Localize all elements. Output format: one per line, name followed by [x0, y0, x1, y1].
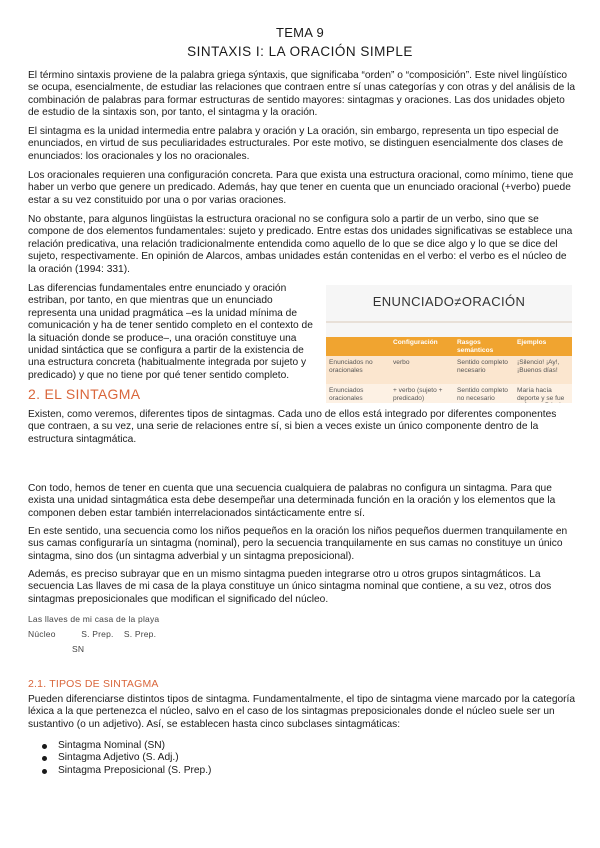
figure-divider	[326, 321, 572, 323]
example-sn-label: SN	[72, 644, 85, 654]
table-row	[326, 356, 572, 384]
table-cell: verbo	[390, 356, 454, 384]
sintagma-types-list	[40, 740, 211, 777]
list-item: Sintagma Adjetivo (S. Adj.)	[40, 752, 211, 764]
intro-paragraph-1: El término sintaxis proviene de la palabra griega sýntaxis, que significaba “orden” o “composición”. Este nivel lingüístico se ocupa, esencialmente, de estudiar las relaciones que contraen entre sí unas categorías y con otras y del análisis de la combinación de palabras para formar estructuras de sentido mayores: sintagmas y oraciones. Las dos unidades objeto de estudio de la sintaxis son, por tanto, el sintagma y la oración.	[28, 70, 576, 119]
intro-paragraph-3: Los oracionales requieren una configuración concreta. Para que exista una estructura oracional, como mínimo, tiene que haber un verbo que genere un predicado. Además, hay que tener en cuenta que un enunciado oracional (+verbo) puede estar a su vez constituido por una o por varias oraciones.	[28, 170, 574, 206]
table-cell: Sentido completo no necesario	[454, 384, 514, 403]
section-heading-tipos: 2.1. TIPOS DE SINTAGMA	[28, 678, 159, 690]
tema-label: TEMA 9	[275, 25, 325, 40]
example-labels: Núcleo S. Prep. S. Prep.	[28, 629, 157, 639]
table-row	[326, 384, 572, 403]
intro-paragraph-5: Las diferencias fundamentales entre enunciado y oración estriban, por tanto, en que mientras que un enunciado representa una unidad pragmática –es la unidad mínima de comunicación y ha de tener sentido completo en el contexto de la situación donde se produce–, una oración constituye una unidad sintáctica que se configura a partir de la existencia de una estructura concreta (habitualmente integrada por sujeto y predicado) y que no tiene por qué tener sentido completo.	[28, 283, 313, 381]
table-header-cell: Ejemplos	[514, 337, 572, 356]
list-item: Sintagma Preposicional (S. Prep.)	[40, 765, 211, 777]
intro-paragraph-2: El sintagma es la unidad intermedia entre palabra y oración y La oración, sin embargo, representa un tipo especial de enunciados, en virtud de sus peculiaridades estructurales. Por este motivo, se distinguen esencialmente dos clases de enunciados: los oracionales y los no oracionales.	[28, 126, 564, 162]
table-cell: Enunciados no oracionales	[326, 356, 390, 384]
list-item: Sintagma Nominal (SN)	[40, 740, 211, 752]
table-cell: ¡Silencio! ¡Ay!, ¡Buenos días!	[514, 356, 572, 384]
sintagma-paragraph-2: Con todo, hemos de tener en cuenta que una secuencia cualquiera de palabras no configura un sintagma. Para que exista una unidad sintagmática esta debe desempeñar una determinada función en la oración y los elementos que la componen deben estar también interrelacionados sintácticamente entre sí.	[28, 483, 556, 519]
table-cell: Enunciados oracionales	[326, 384, 390, 403]
table-header-cell	[326, 337, 390, 356]
table-cell: María hacía deporte y se fue	[514, 384, 572, 403]
figure-title: ENUNCIADO≠ORACIÓN	[372, 294, 526, 309]
table-cell: + verbo (sujeto + predicado)	[390, 384, 454, 403]
page-title: SINTAXIS I: LA ORACIÓN SIMPLE	[187, 44, 413, 59]
table-cell: Sentido completo necesario	[454, 356, 514, 384]
enunciado-oracion-figure	[326, 285, 572, 403]
sintagma-paragraph-3: En este sentido, una secuencia como los niños pequeños en la oración los niños pequeños duermen tranquilamente en sus camas configuraría un sintagma (nominal), pero la secuencia tranquilamente en sus camas no constituye un único sintagma, sino dos (un sintagma adverbial y un sintagma preposicional).	[28, 526, 568, 562]
figure-table	[326, 337, 572, 403]
tipos-paragraph: Pueden diferenciarse distintos tipos de sintagma. Fundamentalmente, el tipo de sintagma viene marcado por la categoría léxica a la que pertenezca el núcleo, salvo en el caso de los sintagmas preposicionales donde el núcleo suele ser un sustantivo (o un adjetivo). Así, se establecen hasta cinco subclases sintagmáticas:	[28, 694, 576, 730]
sintagma-paragraph-1: Existen, como veremos, diferentes tipos de sintagmas. Cada uno de ellos está integrado por diferentes componentes que contraen, a su vez, una serie de relaciones entre sí, si bien a veces existe un único componente dentro de la estructura sintagmática.	[28, 409, 557, 445]
table-header-cell: Rasgos semánticos	[454, 337, 514, 356]
table-header-cell: Configuración	[390, 337, 454, 356]
example-phrase: Las llaves de mi casa de la playa	[28, 614, 160, 624]
sintagma-paragraph-4: Además, es preciso subrayar que en un mismo sintagma pueden integrarse otro u otros grupos sintagmáticos. La secuencia Las llaves de mi casa de la playa constituye un único sintagma nominal que contiene, a su vez, otros dos sintagmas preposicionales que modifican el significado del núcleo.	[28, 569, 552, 605]
section-heading-sintagma: 2. EL SINTAGMA	[28, 386, 141, 402]
intro-paragraph-4: No obstante, para algunos lingüistas la estructura oracional no se configura solo a partir de un verbo, sino que se compone de dos elementos fundamentales: sujeto y predicado. Entre estas dos unidades significativas se establece una relación predicativa, una relación tradicionalmente entendida como aquello de lo que se dice algo y lo que se dice del sujeto, respectivamente. En opinión de Alarcos, ambas unidades están contenidas en el verbo: el verbo es el núcleo de la oración (1994: 331).	[28, 214, 573, 275]
